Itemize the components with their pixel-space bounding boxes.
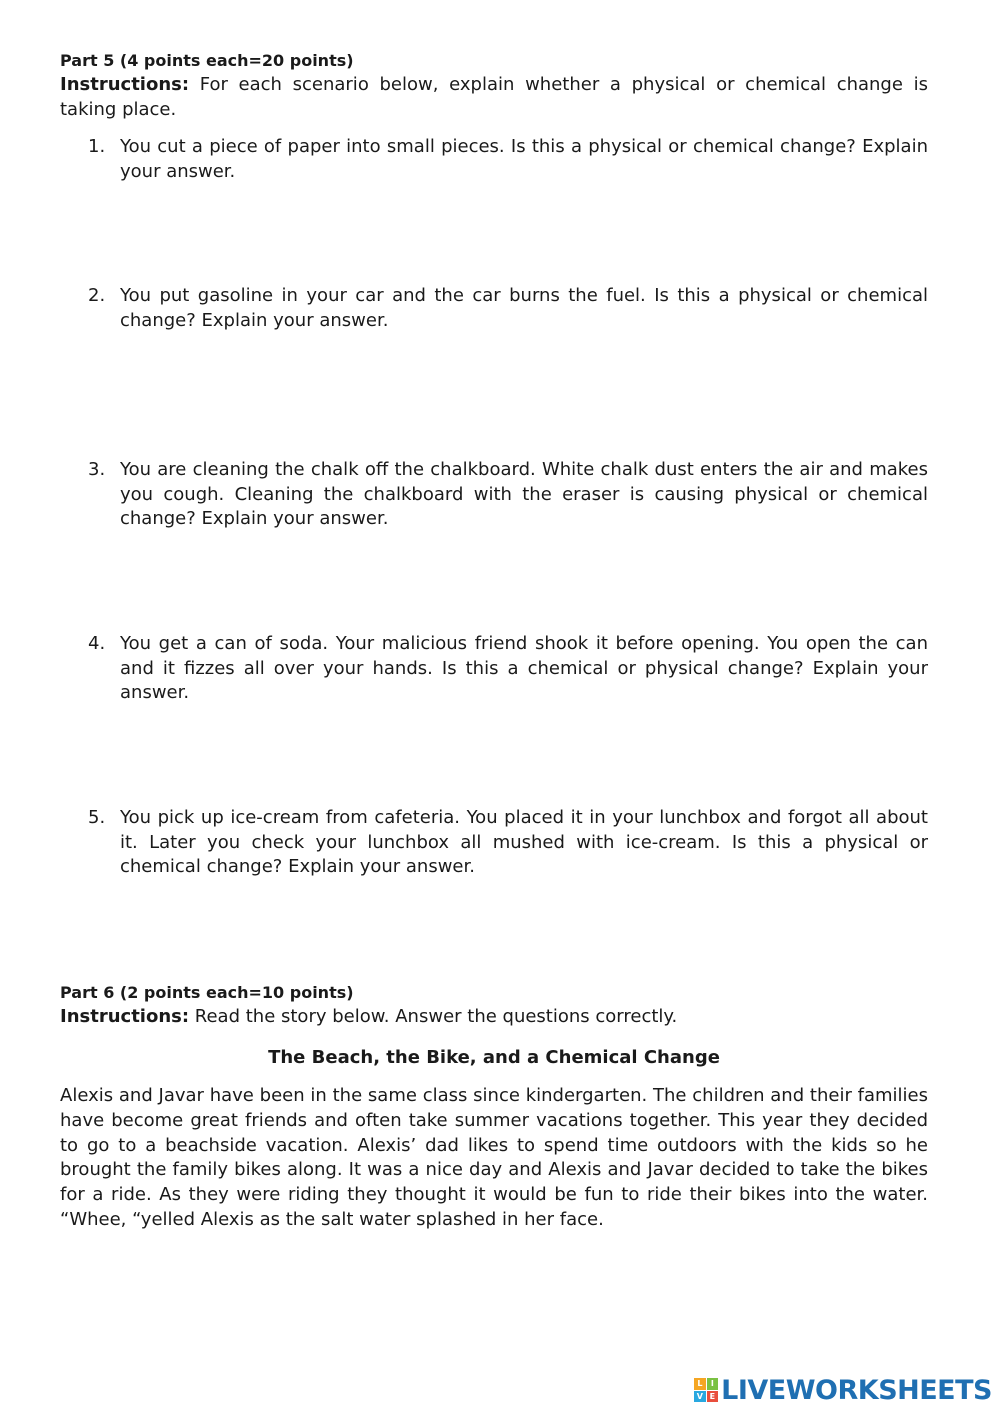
logo-text: LIVEWORKSHEETS [721,1374,992,1406]
story-title: The Beach, the Bike, and a Chemical Change [268,1047,720,1068]
logo-tile: L [694,1378,706,1390]
part6-section [60,982,928,1233]
part5-section [60,50,928,966]
question-5 [60,806,928,966]
part6-instructions [60,1004,928,1029]
question-number: 1. [88,136,106,157]
question-text: You get a can of soda. Your malicious friend shook it before opening. You open the can and it fizzes all over your hands. Is this a chemical or physical change? Explain your answer. [120,633,928,703]
part6-title: Part 6 (2 points each=10 points) [60,983,354,1002]
logo-mark-icon [694,1378,718,1402]
question-text: You pick up ice-cream from cafeteria. You placed it in your lunchbox and forgot all about it. Later you check your lunchbox all mushed with ice-cream. Is this a physical or chemical change? Explain your answer. [120,807,928,877]
part6-instructions-text: Read the story below. Answer the questions correctly. [189,1006,678,1027]
part6-instructions-label: Instructions: [60,1006,190,1027]
question-4 [60,632,928,806]
story-text: Alexis and Javar have been in the same class since kindergarten. The children and their families have become great friends and often take summer vacations together. This year they decided to go to a beachside vacation. Alexis’ dad likes to spend time outdoors with the kids so he brought the family bikes along. It was a nice day and Alexis and Javar decided to take the bikes for a ride. As they were riding they thought it would be fun to ride their bikes into the water. “Whee, “yelled Alexis as the salt water splashed in her face. [60,1085,928,1230]
question-text: You put gasoline in your car and the car burns the fuel. Is this a physical or chemical change? Explain your answer. [120,285,928,331]
part5-instructions [60,72,928,122]
logo-tile: E [707,1391,719,1403]
question-list [60,135,928,966]
part5-instructions-text: For each scenario below, explain whether a physical or chemical change is taking place. [60,74,928,120]
part5-instructions-label: Instructions: [60,74,190,95]
question-text: You cut a piece of paper into small pieces. Is this a physical or chemical change? Explain your answer. [120,136,928,182]
question-text: You are cleaning the chalk off the chalkboard. White chalk dust enters the air and makes you cough. Cleaning the chalkboard with the eraser is causing physical or chemical change? Explain your answer. [120,459,928,529]
question-1 [60,135,928,284]
question-2 [60,284,928,458]
question-number: 5. [88,807,106,828]
logo-tile: I [707,1378,719,1390]
liveworksheets-logo [694,1375,992,1405]
question-number: 4. [88,633,106,654]
question-number: 3. [88,459,106,480]
part5-title: Part 5 (4 points each=20 points) [60,51,354,70]
logo-tile: V [694,1391,706,1403]
question-number: 2. [88,285,106,306]
question-3 [60,458,928,632]
